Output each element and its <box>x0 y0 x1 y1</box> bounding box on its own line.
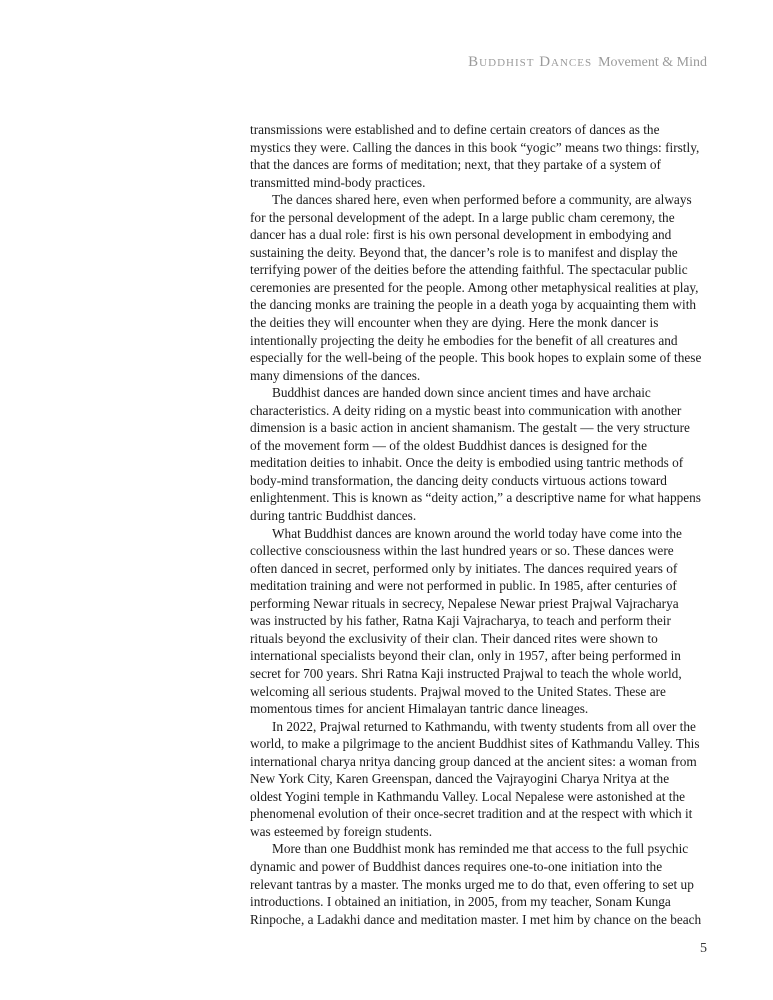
page-number: 5 <box>700 941 707 956</box>
body-text <box>250 121 702 928</box>
paragraph: More than one Buddhist monk has reminded me that access to the full psychic dynamic and power of Buddhist dances requires one-to-one initiation into the relevant tantras by a master. The monks urged me to do that, even offering to set up introductions. I obtained an initiation, in 2005, from my teacher, Sonam Kunga Rinpoche, a Ladakhi dance and meditation master. I met him by chance on the beach <box>250 841 702 927</box>
paragraph: The dances shared here, even when performed before a community, are always for the personal development of the adept. In a large public cham ceremony, the dancer has a dual role: first is his own personal development in embodying and sustaining the deity. Beyond that, the dancer’s role is to manifest and display the terrifying power of the deities before the attending faithful. The spectacular public ceremonies are presented for the people. Among other metaphysical realities at play, the dancing monks are training the people in a death yoga by acquainting them with the deities they will encounter when they are dying. Here the monk dancer is intentionally projecting the deity he embodies for the benefit of all creatures and especially for the well-being of the people. This book hopes to explain some of these many dimensions of the dances. <box>250 192 702 383</box>
paragraph: In 2022, Prajwal returned to Kathmandu, with twenty students from all over the world, to make a pilgrimage to the ancient Buddhist sites of Kathmandu Valley. This international charya nritya dancing group danced at the ancient sites: a woman from New York City, Karen Greenspan, danced the Vajrayogini Charya Nritya at the oldest Yogini temple in Kathmandu Valley. Local Nepalese were astonished at the phenomenal evolution of their once-secret tradition and at the respect with which it was esteemed by foreign students. <box>250 718 700 839</box>
running-header <box>468 54 707 70</box>
book-title: Buddhist Dances <box>468 54 593 70</box>
book-subtitle: Movement & Mind <box>598 55 707 70</box>
paragraph-continued: transmissions were established and to define certain creators of dances as the mystics they were. Calling the dances in this book “yogic” means two things: firstly, that the dances are forms of meditation; next, that they partake of a system of transmitted mind-body practices. <box>250 122 700 190</box>
paragraph: Buddhist dances are handed down since ancient times and have archaic characteristics. A deity riding on a mystic beast into communication with another dimension is a basic action in ancient shamanism. The gestalt — the very structure of the movement form — of the oldest Buddhist dances is designed for the meditation deities to inhabit. Once the deity is embodied using tantric methods of body-mind transformation, the dancing deity conducts virtuous actions toward enlightenment. This is known as “deity action,” a descriptive name for what happens during tantric Buddhist dances. <box>250 385 701 524</box>
paragraph: What Buddhist dances are known around the world today have come into the collective consciousness within the last hundred years or so. These dances were often danced in secret, performed only by initiates. The dances required years of meditation training and were not performed in public. In 1985, after centuries of performing Newar rituals in secrecy, Nepalese Newar priest Prajwal Vajracharya was instructed by his father, Ratna Kaji Vajracharya, to teach and perform their rituals beyond the exclusivity of their clan. Their danced rites were shown to international specialists beyond their clan, only in 1957, after being performed in secret for 700 years. Shri Ratna Kaji instructed Prajwal to teach the whole world, welcoming all serious students. Prajwal moved to the United States. These are momentous times for ancient Himalayan tantric dance lineages. <box>250 525 682 717</box>
